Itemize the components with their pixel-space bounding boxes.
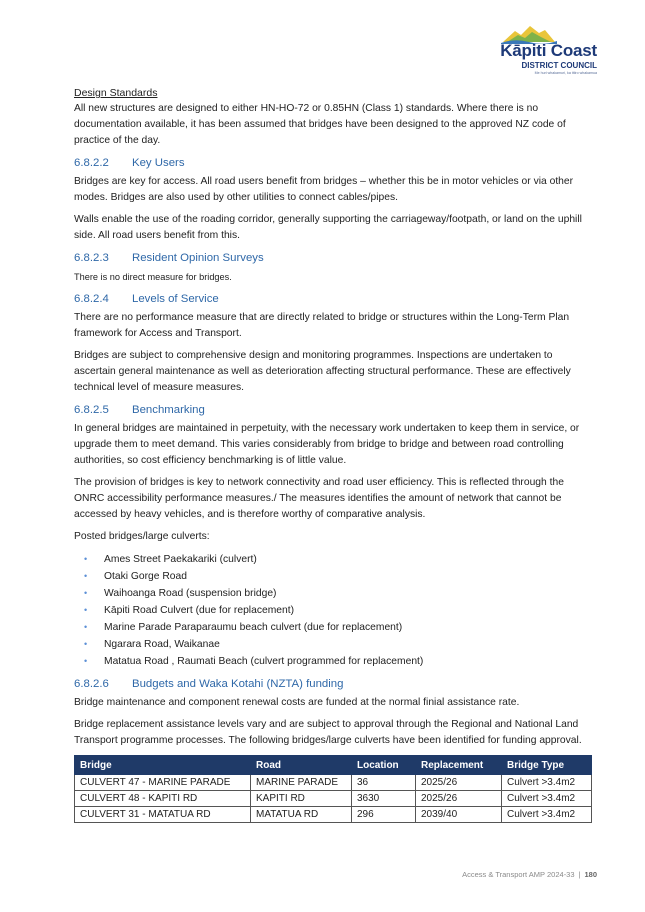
paragraph: The provision of bridges is key to network connectivity and road user efficiency. This is reflected through the ONRC accessibility performance measures./ The measures identifies the amount of network that cannot be accessed by heavy vehicles, and is therefore worthy of comparative analysis. (74, 477, 564, 520)
list-item: • Kāpiti Road Culvert (due for replacement) (74, 602, 592, 619)
list-item: • Matatua Road , Raumati Beach (culvert programmed for replacement) (74, 653, 592, 670)
section-number: 6.8.2.5 (74, 404, 109, 416)
paragraph: Bridges are key for access. All road users benefit from bridges – whether this be in motor vehicles or via other modes. Bridges are also used by other utilities to connect cables/pipes. (74, 176, 574, 203)
column-header: Bridge Type (502, 756, 592, 775)
page-content (74, 86, 592, 823)
section-benchmarking (74, 403, 592, 418)
table-row (75, 791, 592, 807)
section-title: Resident Opinion Surveys (132, 252, 264, 264)
section-budgets (74, 677, 592, 692)
footer-separator: | (578, 870, 581, 879)
bridges-table (74, 755, 592, 823)
section-key-users (74, 156, 592, 171)
table-row (75, 775, 592, 791)
table-cell: CULVERT 47 - MARINE PARADE (75, 775, 251, 791)
section-title: Budgets and Waka Kotahi (NZTA) funding (132, 678, 344, 690)
paragraph: Bridges are subject to comprehensive design and monitoring programmes. Inspections are undertaken to ascertain general maintenance as well as deterioration affecting structural performance. These are effectively technical level of measure measures. (74, 350, 571, 393)
paragraph: There are no performance measure that are directly related to bridge or structures within the Long-Term Plan framework for Access and Transport. (74, 312, 570, 339)
bullet-icon: • (84, 571, 88, 581)
paragraph: Posted bridges/large culverts: (74, 531, 210, 542)
column-header: Road (251, 756, 352, 775)
table-cell: CULVERT 48 - KAPITI RD (75, 791, 251, 807)
logo-name: Kāpiti Coast (500, 41, 597, 60)
table-header-row (75, 756, 592, 775)
table-cell: CULVERT 31 - MATATUA RD (75, 807, 251, 823)
list-item: • Waihoanga Road (suspension bridge) (74, 585, 592, 602)
footer-title: Access & Transport AMP 2024-33 (462, 870, 575, 879)
list-item: • Otaki Gorge Road (74, 568, 592, 585)
table-cell: 2025/26 (416, 775, 502, 791)
council-logo (457, 24, 597, 80)
column-header: Replacement (416, 756, 502, 775)
table-cell: Culvert >3.4m2 (502, 791, 592, 807)
bullet-icon: • (84, 656, 88, 666)
section-number: 6.8.2.3 (74, 252, 109, 264)
table-cell: Culvert >3.4m2 (502, 807, 592, 823)
bullet-icon: • (84, 588, 88, 598)
section-number: 6.8.2.4 (74, 293, 109, 305)
bullet-icon: • (84, 639, 88, 649)
section-title: Key Users (132, 157, 185, 169)
table-cell: KAPITI RD (251, 791, 352, 807)
logo-council: DISTRICT COUNCIL (521, 61, 597, 70)
column-header: Location (352, 756, 416, 775)
paragraph: There is no direct measure for bridges. (74, 272, 232, 282)
paragraph: Bridge replacement assistance levels vary and are subject to approval through the Regional and National Land Transport programme processes. The following bridges/large culverts have been identified for funding approval. (74, 719, 582, 746)
table-cell: 296 (352, 807, 416, 823)
table-cell: 3630 (352, 791, 416, 807)
list-item: • Ngarara Road, Waikanae (74, 636, 592, 653)
list-item: • Marine Parade Paraparaumu beach culvert (due for replacement) (74, 619, 592, 636)
bullet-icon: • (84, 622, 88, 632)
section-title: Levels of Service (132, 293, 219, 305)
column-header: Bridge (75, 756, 251, 775)
posted-bridges-list (74, 551, 592, 670)
design-standards-text: All new structures are designed to either HN-HO-72 or 0.85HN (Class 1) standards. Where there is no documentation available, it has been assumed that bridges have been designed to the approved NZ code of practice of the day. (74, 103, 566, 146)
page-footer (462, 870, 597, 879)
section-number: 6.8.2.2 (74, 157, 109, 169)
list-item: • Ames Street Paekakariki (culvert) (74, 551, 592, 568)
table-cell: MATATUA RD (251, 807, 352, 823)
section-levels-of-service (74, 292, 592, 307)
table-cell: Culvert >3.4m2 (502, 775, 592, 791)
paragraph: Bridge maintenance and component renewal costs are funded at the normal finial assistance rate. (74, 697, 520, 708)
section-number: 6.8.2.6 (74, 678, 109, 690)
logo-motto: Me huri whakamuri, ka titiro whakamua (534, 71, 597, 75)
paragraph: Walls enable the use of the roading corridor, generally supporting the carriageway/footpath, or land on the uphill side. All road users benefit from this. (74, 214, 582, 241)
bullet-icon: • (84, 554, 88, 564)
table-cell: MARINE PARADE (251, 775, 352, 791)
section-title: Benchmarking (132, 404, 205, 416)
section-resident-surveys (74, 251, 592, 266)
bullet-icon: • (84, 605, 88, 615)
design-standards-heading: Design Standards (74, 87, 158, 99)
paragraph: In general bridges are maintained in perpetuity, with the necessary work undertaken to keep them in service, or upgrade them to meet demand. This varies considerably from bridge to bridge and between road controlling authorities, so cost efficiency benchmarking is of little value. (74, 423, 580, 466)
page-number: 180 (584, 870, 597, 879)
table-cell: 2025/26 (416, 791, 502, 807)
table-row (75, 807, 592, 823)
table-cell: 36 (352, 775, 416, 791)
table-cell: 2039/40 (416, 807, 502, 823)
